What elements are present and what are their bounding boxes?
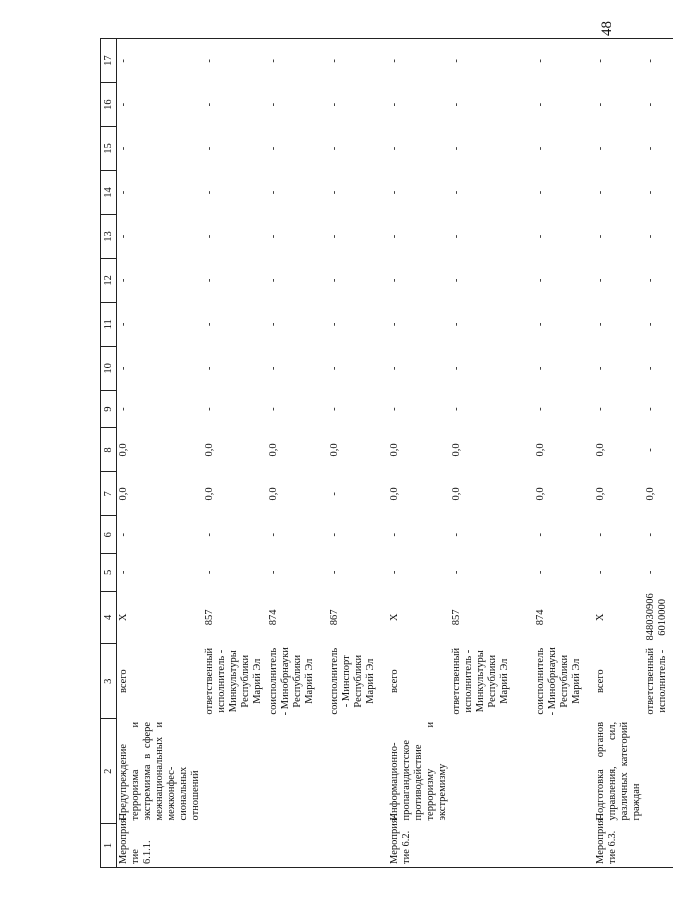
value-cell: - [645, 234, 656, 239]
rotated-table-wrapper [100, 38, 668, 868]
value-cell: - [389, 532, 400, 537]
event-number-cell: Мероприя- тие 6.3. [594, 824, 644, 868]
value-cell: 0,0 [389, 487, 400, 501]
value-cell: - [534, 39, 594, 83]
value-cell: - [535, 532, 546, 537]
executor-cell: соисполнитель - Минобрнауки Республики Марий Эл [535, 647, 582, 716]
event-number-cell: Мероприя- тие 6.2. [388, 824, 450, 868]
table-row [644, 39, 673, 868]
value-cell: - [451, 532, 462, 537]
value-cell: - [645, 532, 656, 537]
value-cell: - [204, 322, 215, 327]
value-cell: 0,0 [645, 487, 656, 501]
value-cell: - [595, 407, 606, 411]
event-name-cell [203, 719, 267, 824]
column-header: 8 [101, 428, 117, 472]
value-cell: - [329, 366, 340, 371]
event-name-cell: Подготовка органов управления, сил, различных категорий граждан [595, 721, 642, 821]
event-number-cell [328, 824, 388, 868]
value-cell: - [118, 366, 129, 371]
value-cell: - [328, 39, 388, 83]
event-name-cell [534, 719, 594, 824]
value-cell: - [595, 366, 606, 371]
column-header: 15 [101, 127, 117, 171]
value-cell: - [595, 322, 606, 327]
value-cell: - [268, 532, 279, 537]
column-header: 9 [101, 390, 117, 428]
value-cell: - [268, 570, 279, 575]
executor-cell: ответственный исполнитель - Минкультуры Республики Марий Эл [451, 647, 510, 715]
value-cell: - [118, 278, 129, 283]
value-cell: - [118, 322, 129, 327]
value-cell: - [329, 532, 340, 537]
value-cell: - [535, 407, 546, 411]
value-cell: - [203, 39, 267, 83]
column-header: 17 [101, 39, 117, 83]
value-cell: - [389, 570, 400, 575]
value-cell: - [118, 570, 129, 575]
value-cell: - [535, 570, 546, 575]
value-cell: - [645, 190, 656, 195]
column-header: 7 [101, 472, 117, 516]
event-name-cell [644, 719, 673, 824]
value-cell: - [535, 190, 546, 195]
event-name-cell [450, 719, 534, 824]
value-cell: - [451, 322, 462, 327]
executor-cell: всего [389, 669, 400, 694]
table-row [388, 39, 450, 868]
value-cell: - [594, 39, 644, 83]
value-cell: - [268, 146, 279, 151]
value-cell: - [118, 102, 129, 107]
value-cell: - [535, 234, 546, 239]
executor-cell: ответственный исполнитель - [645, 647, 668, 715]
event-number-cell [644, 824, 673, 868]
event-name-cell: Предупреждение терроризма и экстремизма в сфере межнациональных и межконфес-сиональных отношений [118, 721, 201, 821]
code-cell: 857 [204, 609, 215, 626]
value-cell: 0,0 [451, 443, 462, 457]
column-header: 6 [101, 516, 117, 554]
value-cell: 0,0 [268, 487, 279, 501]
value-cell: 0,0 [204, 443, 215, 457]
code-cell: X [595, 613, 606, 622]
value-cell: - [117, 39, 204, 83]
value-cell: - [204, 570, 215, 575]
code-cell: X [389, 613, 400, 622]
value-cell: - [204, 190, 215, 195]
value-cell: - [595, 532, 606, 537]
value-cell: - [268, 366, 279, 371]
code-cell: X [118, 613, 129, 622]
column-header: 16 [101, 83, 117, 127]
value-cell: - [329, 190, 340, 195]
column-header: 12 [101, 258, 117, 302]
value-cell: - [644, 39, 673, 83]
value-cell: - [451, 278, 462, 283]
value-cell: - [389, 146, 400, 151]
executor-cell: всего [595, 669, 606, 694]
value-cell: - [268, 278, 279, 283]
column-header: 10 [101, 346, 117, 390]
value-cell: - [389, 102, 400, 107]
table-row [594, 39, 644, 868]
code-cell: 857 [451, 609, 462, 626]
event-name-cell [267, 719, 328, 824]
value-cell: - [451, 190, 462, 195]
value-cell: - [451, 102, 462, 107]
value-cell: 0,0 [595, 443, 606, 457]
value-cell: - [267, 39, 328, 83]
value-cell: - [595, 278, 606, 283]
value-cell: 0,0 [535, 443, 546, 457]
value-cell: - [118, 146, 129, 151]
value-cell: 0,0 [595, 487, 606, 501]
value-cell: - [451, 146, 462, 151]
column-header: 4 [101, 591, 117, 643]
code-cell: 874 [535, 609, 546, 626]
executor-cell: соисполнитель - Минспорт Республики Марий Эл [329, 647, 376, 715]
value-cell: - [118, 407, 129, 411]
value-cell: - [451, 407, 462, 411]
value-cell: - [204, 102, 215, 107]
value-cell: - [595, 146, 606, 151]
value-cell: - [118, 532, 129, 537]
value-cell: - [329, 146, 340, 151]
value-cell: - [329, 278, 340, 283]
value-cell: - [389, 190, 400, 195]
table-body [101, 39, 673, 868]
value-cell: - [451, 366, 462, 371]
value-cell: - [645, 570, 656, 575]
value-cell: - [204, 278, 215, 283]
event-number-cell: Мероприя- тие 6.1.1. [117, 824, 204, 868]
value-cell: - [389, 366, 400, 371]
event-number-cell [267, 824, 328, 868]
value-cell: - [268, 190, 279, 195]
value-cell: - [388, 39, 450, 83]
column-header: 11 [101, 302, 117, 346]
executor-cell: соисполнитель - Минобрнауки Республики Марий Эл [268, 647, 315, 716]
value-cell: - [645, 407, 656, 411]
column-header: 1 [101, 824, 117, 868]
value-cell: - [204, 532, 215, 537]
budget-table [100, 38, 673, 868]
value-cell: - [535, 278, 546, 283]
value-cell: - [329, 407, 340, 411]
value-cell: - [595, 570, 606, 575]
code-cell: 867 [329, 609, 340, 626]
event-name-cell: Информационно-пропагандистское противодействие терроризму и экстремизму [389, 721, 448, 821]
column-header: 3 [101, 644, 117, 719]
executor-cell: ответственный исполнитель - Минкультуры Республики Марий Эл [204, 647, 263, 715]
value-cell: - [535, 146, 546, 151]
value-cell: 0,0 [535, 487, 546, 501]
column-header: 13 [101, 214, 117, 258]
value-cell: 0,0 [204, 487, 215, 501]
value-cell: - [204, 146, 215, 151]
value-cell: - [645, 448, 656, 452]
code-cell: 848030906 6010000 [645, 593, 668, 641]
value-cell: - [595, 190, 606, 195]
table-row [328, 39, 388, 868]
value-cell: - [595, 234, 606, 239]
column-header: 2 [101, 719, 117, 824]
column-header: 14 [101, 171, 117, 215]
value-cell: - [389, 407, 400, 411]
value-cell: - [450, 39, 534, 83]
table-row [267, 39, 328, 868]
table-row [450, 39, 534, 868]
value-cell: - [118, 234, 129, 239]
value-cell: - [268, 234, 279, 239]
table-row [203, 39, 267, 868]
value-cell: 0,0 [329, 443, 340, 457]
value-cell: - [329, 492, 340, 496]
value-cell: - [329, 234, 340, 239]
value-cell: - [389, 278, 400, 283]
value-cell: 0,0 [268, 443, 279, 457]
value-cell: - [268, 322, 279, 327]
value-cell: - [451, 234, 462, 239]
value-cell: - [451, 570, 462, 575]
value-cell: - [595, 102, 606, 107]
event-number-cell [203, 824, 267, 868]
event-name-cell [328, 719, 388, 824]
value-cell: - [645, 366, 656, 371]
value-cell: - [204, 234, 215, 239]
column-header-row [101, 39, 117, 868]
value-cell: - [329, 102, 340, 107]
executor-cell: всего [118, 669, 129, 694]
value-cell: - [645, 102, 656, 107]
value-cell: - [329, 322, 340, 327]
value-cell: - [535, 366, 546, 371]
value-cell: 0,0 [451, 487, 462, 501]
value-cell: - [535, 102, 546, 107]
value-cell: - [389, 322, 400, 327]
event-number-cell [534, 824, 594, 868]
event-number-cell [450, 824, 534, 868]
value-cell: 0,0 [389, 443, 400, 457]
value-cell: - [645, 322, 656, 327]
value-cell: 0,0 [118, 443, 129, 457]
table-row [117, 39, 204, 868]
value-cell: 0,0 [118, 487, 129, 501]
value-cell: - [204, 366, 215, 371]
value-cell: - [645, 278, 656, 283]
value-cell: - [268, 407, 279, 411]
page-number: 48 [599, 21, 615, 36]
value-cell: - [535, 322, 546, 327]
value-cell: - [645, 146, 656, 151]
value-cell: - [118, 190, 129, 195]
code-cell: 874 [268, 609, 279, 626]
table-row [534, 39, 594, 868]
column-header: 5 [101, 554, 117, 592]
value-cell: - [389, 234, 400, 239]
value-cell: - [329, 570, 340, 575]
value-cell: - [268, 102, 279, 107]
value-cell: - [204, 407, 215, 411]
